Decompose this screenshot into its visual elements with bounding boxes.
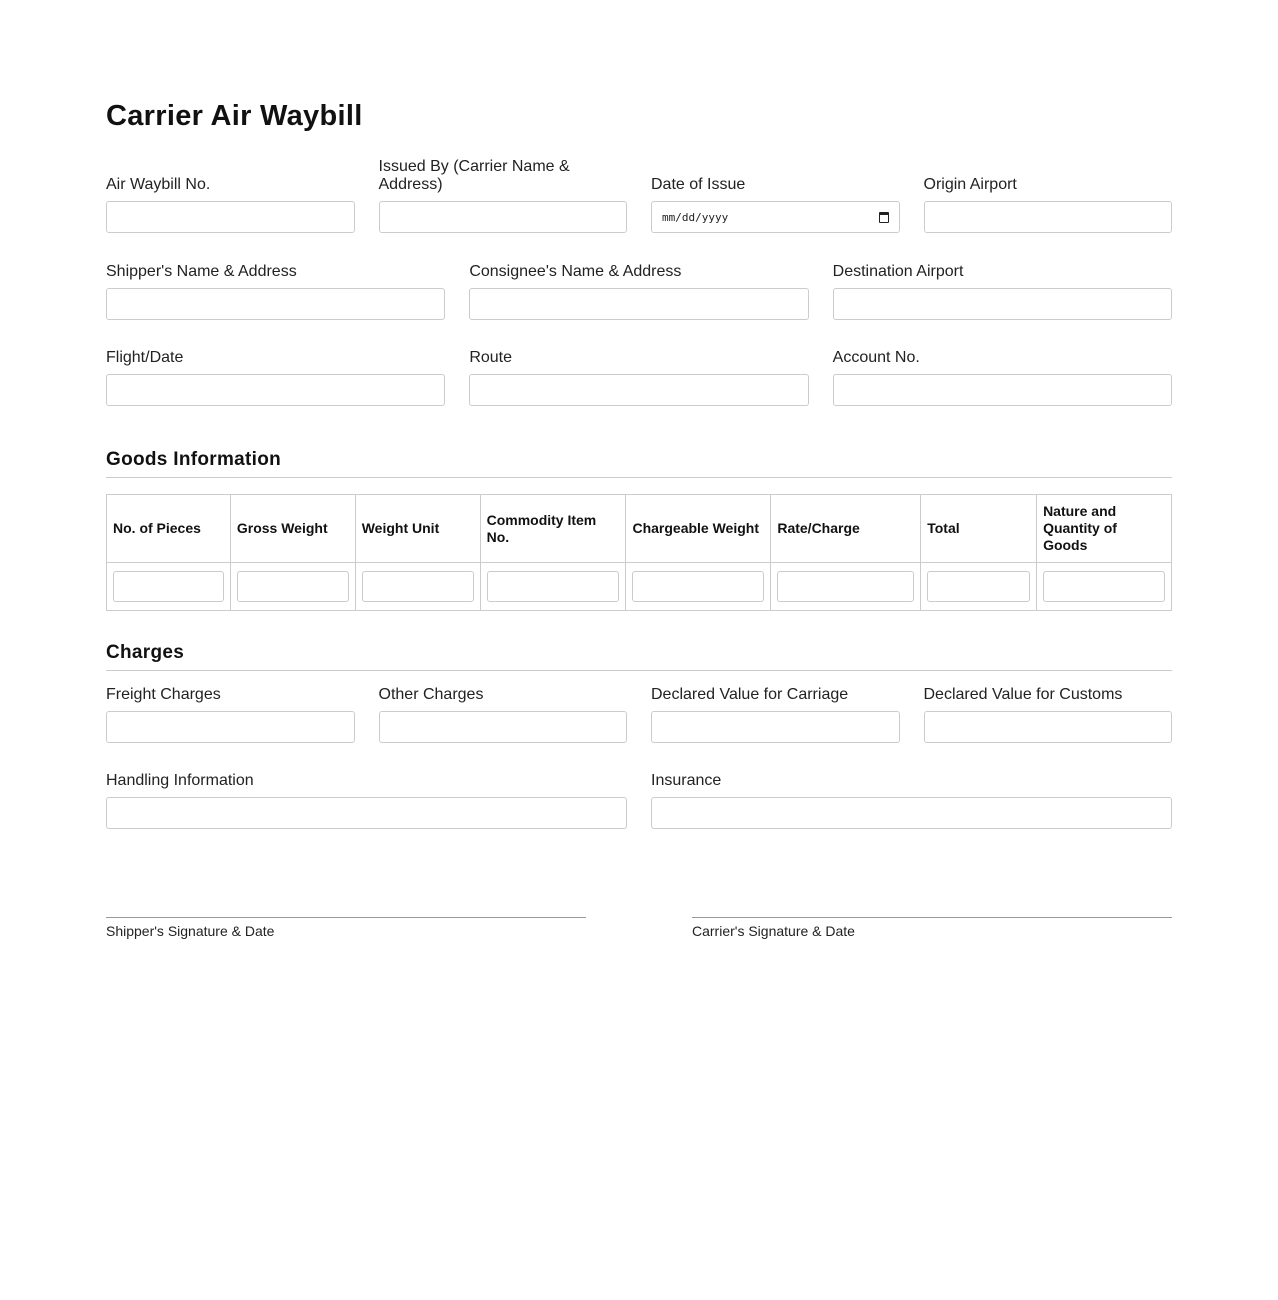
- field-label: Declared Value for Carriage: [651, 686, 849, 703]
- charges-row-2: [106, 772, 1172, 829]
- field-label: Air Waybill No.: [106, 176, 211, 193]
- account-no-input[interactable]: [833, 374, 1172, 406]
- air-waybill-no-input[interactable]: [106, 201, 355, 233]
- column-header: Rate/Charge: [771, 495, 921, 563]
- handling-input[interactable]: [106, 797, 627, 829]
- account-no-field: [833, 349, 1172, 406]
- header-row-2: [106, 263, 1172, 320]
- destination-airport-input[interactable]: [833, 288, 1172, 320]
- date-placeholder: mm/dd/yyyy: [662, 210, 729, 224]
- field-label: Date of Issue: [651, 176, 746, 193]
- column-header: Gross Weight: [230, 495, 355, 563]
- shipper-field: [106, 263, 445, 320]
- rate-charge-input[interactable]: [777, 571, 914, 602]
- date-of-issue-input[interactable]: [651, 201, 900, 233]
- column-header: Total: [921, 495, 1037, 563]
- table-header-row: [107, 495, 1172, 563]
- pieces-input[interactable]: [113, 571, 224, 602]
- commodity-item-input[interactable]: [487, 571, 620, 602]
- field-label: Destination Airport: [832, 263, 964, 280]
- column-header: Nature and Quantity of Goods: [1037, 495, 1172, 563]
- field-label: Consignee's Name & Address: [469, 263, 682, 280]
- insurance-input[interactable]: [651, 797, 1172, 829]
- flight-date-input[interactable]: [106, 374, 445, 406]
- shipper-input[interactable]: [106, 288, 445, 320]
- route-field: [469, 349, 808, 406]
- chargeable-weight-input[interactable]: [632, 571, 764, 602]
- declared-carriage-input[interactable]: [651, 711, 900, 743]
- column-header: No. of Pieces: [107, 495, 231, 563]
- date-of-issue-field: [651, 176, 900, 233]
- declared-carriage-field: [651, 686, 900, 743]
- charges-heading: Charges: [106, 642, 1172, 671]
- field-label: Shipper's Name & Address: [106, 263, 297, 280]
- field-label: Handling Information: [106, 772, 254, 789]
- route-input[interactable]: [469, 374, 808, 406]
- freight-charges-input[interactable]: [106, 711, 355, 743]
- table-row: [107, 563, 1172, 611]
- total-input[interactable]: [927, 571, 1030, 602]
- field-label: Flight/Date: [106, 349, 184, 366]
- field-label: Issued By (Carrier Name & Address): [378, 158, 570, 193]
- handling-field: [106, 772, 627, 829]
- field-label: Origin Airport: [923, 176, 1017, 193]
- declared-customs-field: [924, 686, 1173, 743]
- issued-by-field: [379, 158, 628, 233]
- issued-by-input[interactable]: [379, 201, 628, 233]
- field-label: Account No.: [832, 349, 920, 366]
- column-header: Commodity Item No.: [480, 495, 626, 563]
- field-label: Declared Value for Customs: [923, 686, 1123, 703]
- field-label: Route: [469, 349, 513, 366]
- nature-quantity-input[interactable]: [1043, 571, 1165, 602]
- column-header: Chargeable Weight: [626, 495, 771, 563]
- weight-unit-input[interactable]: [362, 571, 474, 602]
- air-waybill-no-field: [106, 176, 355, 233]
- origin-airport-input[interactable]: [924, 201, 1173, 233]
- goods-heading: Goods Information: [106, 449, 1172, 478]
- destination-airport-field: [833, 263, 1172, 320]
- page-title: Carrier Air Waybill: [106, 100, 363, 132]
- flight-date-field: [106, 349, 445, 406]
- field-label: Freight Charges: [106, 686, 221, 703]
- gross-weight-input[interactable]: [237, 571, 349, 602]
- declared-customs-input[interactable]: [924, 711, 1173, 743]
- freight-charges-field: [106, 686, 355, 743]
- consignee-input[interactable]: [469, 288, 808, 320]
- calendar-icon[interactable]: [879, 212, 889, 223]
- field-label: Insurance: [651, 772, 722, 789]
- goods-table: [106, 494, 1172, 611]
- consignee-field: [469, 263, 808, 320]
- shipper-signature-line: Shipper's Signature & Date: [106, 917, 586, 939]
- insurance-field: [651, 772, 1172, 829]
- carrier-signature-line: Carrier's Signature & Date: [692, 917, 1172, 939]
- header-row-3: [106, 349, 1172, 406]
- other-charges-input[interactable]: [379, 711, 628, 743]
- other-charges-field: [379, 686, 628, 743]
- origin-airport-field: [924, 176, 1173, 233]
- field-label: Other Charges: [378, 686, 484, 703]
- charges-row-1: [106, 686, 1172, 743]
- header-row-1: [106, 158, 1172, 233]
- column-header: Weight Unit: [355, 495, 480, 563]
